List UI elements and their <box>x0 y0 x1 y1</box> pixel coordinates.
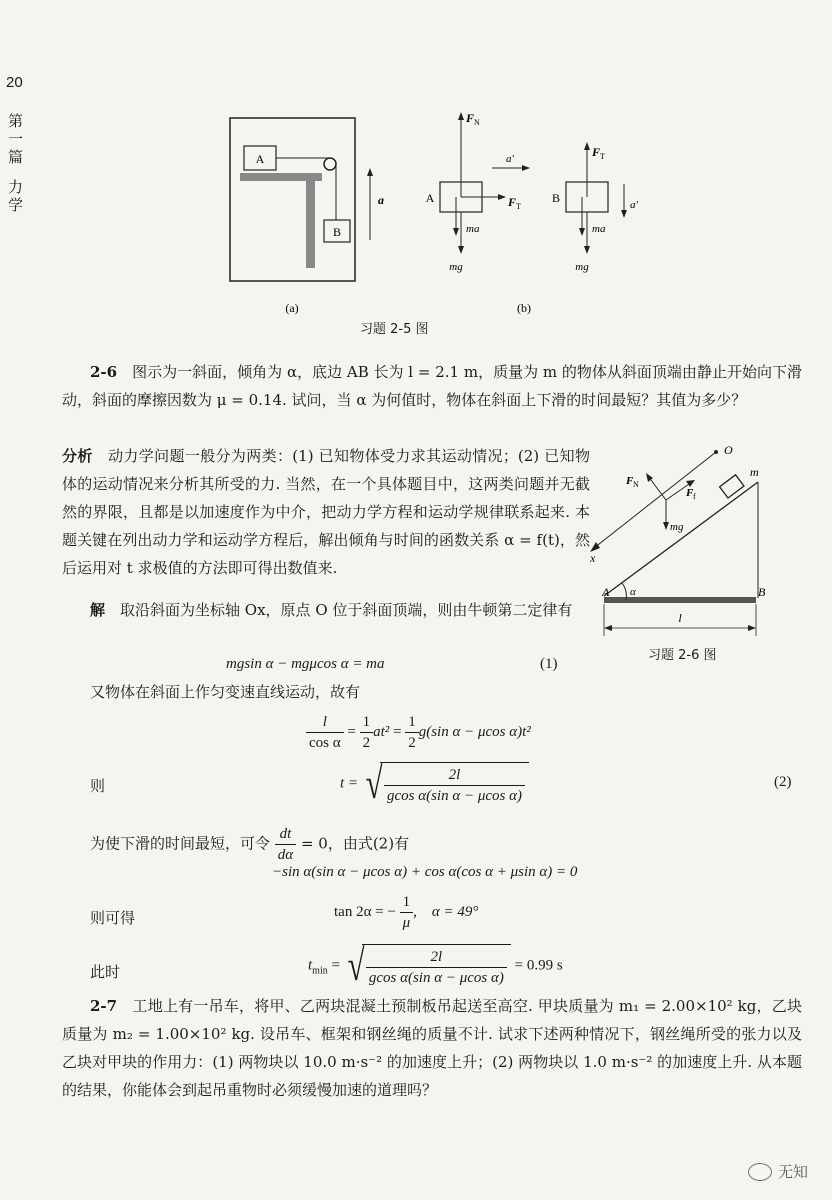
solution-paragraph <box>62 596 590 624</box>
side-title <box>8 112 26 214</box>
solution-text: 取沿斜面为坐标轴 Ox，原点 O 位于斜面顶端，则由牛顿第二定律有 <box>120 601 573 619</box>
fig26-l: l <box>678 611 682 625</box>
kinematic-equation: $\frac{l}{\text{cos α}}$ = $\frac{1}{2}$ at² = $\frac{1}{2}$ g(sin α − μcos α)t² <box>306 712 531 753</box>
eq5-t: t <box>308 957 313 974</box>
fig25-accel-label: a <box>378 193 384 207</box>
fig25-ft-sub: T <box>516 202 521 211</box>
equation-4: tan 2α = − $\frac{1}{\mu}$ , α = 49° <box>334 894 479 931</box>
eq4-one: 1 <box>400 892 414 913</box>
fig26-x-axis <box>594 452 716 548</box>
problem-2-7-number: 2-7 <box>90 997 118 1015</box>
kin-g-part: g(sin α − μcos α)t² <box>418 723 531 740</box>
fig26-b: B <box>758 585 766 599</box>
fig25-sub-a: (a) <box>285 301 299 315</box>
eq2-t: t = <box>340 775 359 792</box>
deriv-da: dα <box>277 847 294 863</box>
fig25-aprime2: a′ <box>630 199 638 211</box>
fig26-fn-sub: N <box>633 480 639 489</box>
ze-label: 则 <box>90 777 106 795</box>
analysis-text: 动力学问题一般分为两类：(1) 已知物体受力求其运动情况；(2) 已知物体的运动情况来分析其所受的力. 当然，在一个具体题目中，这两类问题并无截然的界限，且都是以加速度作为中介，把动力学方程和运动学规律联系起来. 本题关键在列出动力学和运动学方程后，解出倾角与时间的函数关系 α = f(t)，然后运用对 t 求极值的方法即可得出数值来. <box>62 447 590 577</box>
fig26-incline <box>604 482 758 596</box>
kin-cos: cos α <box>309 735 341 751</box>
problem-2-6 <box>62 358 802 414</box>
fig25-mg2: mg <box>575 261 589 273</box>
fig25-fbd-a-label: A <box>425 191 435 205</box>
side-title-char: 篇 <box>8 148 24 166</box>
fig25-caption: 习题 2-5 图 <box>360 322 429 337</box>
fig26-caption: 习题 2-6 图 <box>648 648 717 663</box>
problem-2-6-number: 2-6 <box>90 363 118 381</box>
fig26-ff: F <box>686 487 694 499</box>
ci-shi-label: 此时 <box>90 963 121 981</box>
side-title-char: 力 <box>8 178 24 196</box>
eq5-sub: min <box>312 965 328 977</box>
eq4-alpha: α = 49° <box>431 903 479 920</box>
watermark <box>748 1161 808 1182</box>
problem-2-7-text: 工地上有一吊车，将甲、乙两块混凝土预制板吊起送至高空. 甲块质量为 m₁ = 2.00×10² kg，乙块质量为 m₂ = 1.00×10² kg. 设吊车、框架和钢丝绳的质量不计. 试求下述两种情况下，钢丝绳所受的张力以及乙块对甲块的作用力：(1) 两物块以 10.0 m·s⁻² 的加速度上升；(2) 两物块以 1.0 m·s⁻² 的加速度上升. 从本题的结果，你能体会到起吊重物时必须缓慢加速的道理吗？ <box>62 997 802 1099</box>
deriv-post: = 0，由式(2)有 <box>300 834 410 853</box>
kin-at2: at² <box>373 723 390 740</box>
eq5-eq: = <box>331 957 340 974</box>
eq5-den: gcos α(sin α − μcos α) <box>368 970 504 986</box>
solution-label: 解 <box>90 601 106 619</box>
problem-2-6-text: 图示为一斜面，倾角为 α，底边 AB 长为 l = 2.1 m，质量为 m 的物体从斜面顶端由静止开始向下滑动，斜面的摩擦因数为 μ = 0.14. 试问，当 α 为何值时，物体在斜面上下滑的时间最短？其值为多少？ <box>62 363 802 409</box>
kin-half-den-2: 2 <box>408 735 416 751</box>
fig25-pulley <box>324 158 336 170</box>
fig26-a: A <box>602 585 610 599</box>
fig25-fbd-b-label: B <box>551 191 561 205</box>
fig25-aprime: a′ <box>506 153 514 165</box>
watermark-text: 无知 <box>777 1163 808 1181</box>
figure-2-5 <box>220 100 680 330</box>
equation-1-tag: (1) <box>540 656 558 672</box>
eq4-tan: tan 2α = − <box>334 903 396 920</box>
fig26-m: m <box>750 465 759 479</box>
kin-l: l <box>306 712 344 733</box>
fig25-table-leg <box>306 173 315 268</box>
equation-2: t = √ $\frac{2l}{\text{gcos α(sin α − μcos α)}}$ <box>340 762 529 806</box>
fig25-block-a-label: A <box>255 152 265 166</box>
kin-half-den: 2 <box>362 735 371 751</box>
fig25-block-b-label: B <box>332 225 342 239</box>
fig25-ft2-sub: T <box>600 152 605 161</box>
deriv-dt: dt <box>275 824 296 845</box>
fig25-ft2: F <box>592 145 601 159</box>
eq5-num: 2l <box>366 947 507 968</box>
fig25-fn-sub: N <box>474 118 480 127</box>
fig26-ff-sub: f <box>693 492 696 501</box>
side-title-char: 一 <box>8 130 24 148</box>
eq5-result: = 0.99 s <box>514 957 563 974</box>
wechat-icon <box>748 1163 772 1181</box>
equation-1: mgsin α − mgμcos α = ma <box>226 656 385 672</box>
fig26-x: x <box>590 551 596 565</box>
equation-3: −sin α(sin α − μcos α) + cos α(cos α + μsin α) = 0 <box>272 864 578 880</box>
fig25-ma: ma <box>466 223 480 235</box>
kin-half-num-2: 1 <box>405 712 419 733</box>
fig25-mg: mg <box>449 261 463 273</box>
side-title-char: 学 <box>8 196 24 214</box>
analysis-paragraph <box>62 442 590 582</box>
fig26-alpha: α <box>630 586 636 598</box>
eq2-num: 2l <box>384 765 525 786</box>
side-title-char: 第 <box>8 112 24 130</box>
analysis-label: 分析 <box>62 447 93 465</box>
fig25-sub-b: (b) <box>517 301 531 315</box>
fig25-fn: F <box>466 111 475 125</box>
eq4-mu: μ <box>402 915 411 931</box>
fig26-o: O <box>724 443 733 457</box>
uniform-motion-line: 又物体在斜面上作匀变速直线运动，故有 <box>90 683 361 701</box>
equation-2-tag: (2) <box>774 774 792 790</box>
eq2-den: gcos α(sin α − μcos α) <box>386 788 522 804</box>
fig26-fn: F <box>626 475 634 487</box>
equation-5: $t_{min}$ = √ $\frac{2l}{\text{gcos α(sin α − μcos α)}}$ = 0.99 s <box>308 941 563 990</box>
deriv-pre: 为使下滑的时间最短，可令 <box>90 834 271 853</box>
problem-2-7 <box>62 992 802 1104</box>
derivative-line <box>90 824 409 865</box>
fig25-ma2: ma <box>592 223 606 235</box>
ke-de-label: 则可得 <box>90 909 136 927</box>
page-number: 20 <box>6 74 23 91</box>
fig25-ft: F <box>508 195 517 209</box>
figure-2-6 <box>586 440 786 640</box>
fig26-mg: mg <box>670 521 684 533</box>
kin-half-num: 1 <box>360 712 374 733</box>
